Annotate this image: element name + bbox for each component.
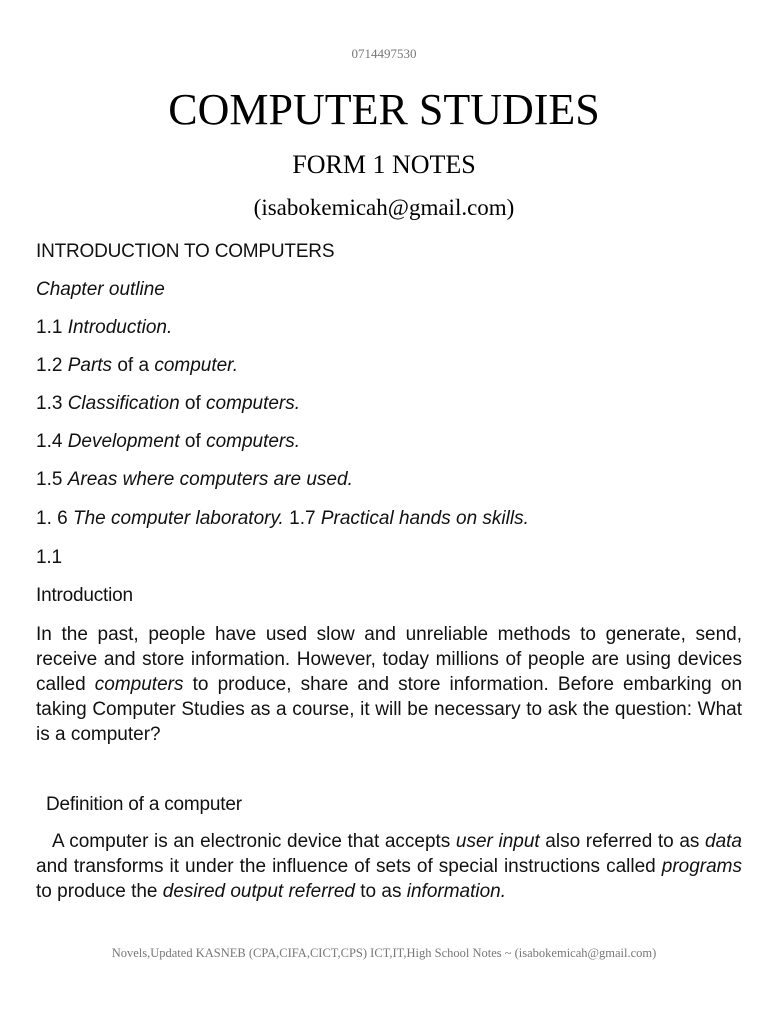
outline-text: of [179,431,207,452]
outline-text: Parts [67,355,113,376]
phone-number: 0714497530 [351,46,417,61]
outline-item-3 [36,393,300,415]
outline-item-6 [36,508,529,530]
intro-number: 1.1 [36,547,62,568]
definition-text: to as [355,881,407,902]
outline-num: 1.5 [36,469,68,490]
outline-item-1 [36,317,172,339]
definition-text: and transforms it under the influence of sets of special instructions called [36,856,662,877]
intro-paragraph [36,622,742,747]
intro-emphasis: computers [94,674,184,695]
definition-text: also referred to as [539,831,705,852]
outline-text: Classification [67,393,180,414]
intro-heading: Introduction [36,585,133,606]
definition-emphasis: programs [661,856,742,877]
definition-text: to produce the [36,881,163,902]
outline-text: of a [112,355,155,376]
outline-num: 1.4 [36,431,68,452]
definition-paragraph [36,829,742,904]
definition-text: A computer is an electronic device that accepts [52,831,456,852]
outline-num: 1.1 [36,317,68,338]
page-footer: Novels,Updated KASNEB (CPA,CIFA,CICT,CPS) ICT,IT,High School Notes ~ (isabokemicah@gmail.com) [111,946,657,960]
intro-text: to produce, share and store information. Before embarking on taking Computer Studies as a course, it will be necessary to ask the question: What is a computer? [36,674,743,745]
outline-text: Development [67,431,180,452]
chapter-outline-label [36,279,165,301]
outline-text: of [179,393,207,414]
author-email: (isabokemicah@gmail.com) [253,195,515,220]
outline-text: Practical hands on skills. [320,508,529,529]
section-heading: INTRODUCTION TO COMPUTERS [36,241,335,262]
outline-text: Areas where computers are used. [67,469,353,490]
outline-text: computer. [154,355,239,376]
outline-text: The computer laboratory. [72,508,284,529]
chapter-outline-text: Chapter outline [36,279,165,300]
outline-text: computers. [206,431,301,452]
outline-item-4 [36,431,300,453]
outline-num: 1.2 [36,355,68,376]
outline-num: 1. 6 [36,508,73,529]
outline-text: Introduction. [67,317,173,338]
outline-num: 1.3 [36,393,68,414]
outline-text: computers. [206,393,301,414]
intro-text: In the past, people have used slow and unreliable methods to generate, send, receive and store information. However, today millions of people are using devices called [36,624,742,695]
page-title: COMPUTER STUDIES [168,85,600,134]
outline-item-2 [36,355,238,377]
page-subtitle: FORM 1 NOTES [292,150,476,179]
definition-emphasis: information. [406,881,507,902]
definition-heading: Definition of a computer [46,794,242,815]
definition-emphasis: desired output referred [162,881,355,902]
outline-text: 1.7 [283,508,321,529]
definition-emphasis: data [705,831,742,852]
definition-emphasis: user input [455,831,540,852]
outline-item-5 [36,469,353,491]
